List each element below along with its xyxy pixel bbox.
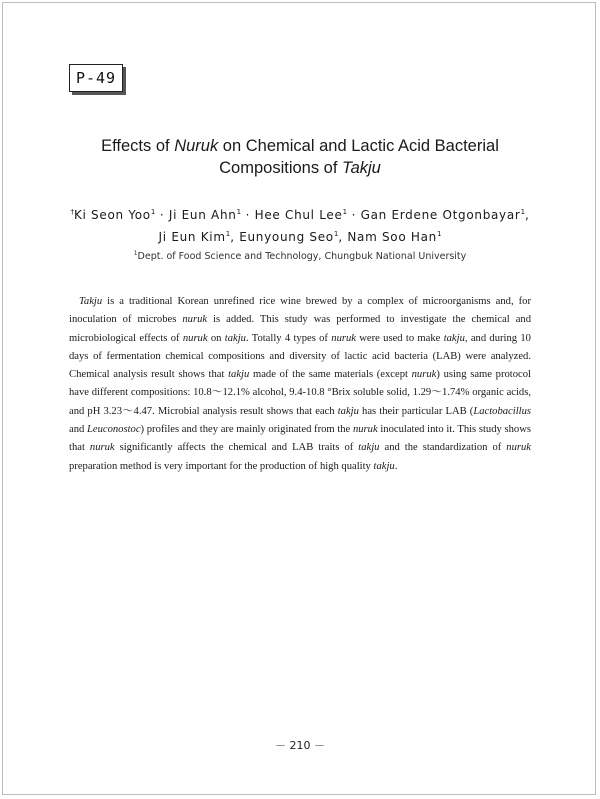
abstract-text: and the standardization of [379, 442, 507, 454]
author-separator: · [245, 208, 251, 222]
abstract-italic: Leuconostoc [86, 424, 141, 436]
author-line-1: †Ki Seon Yoo$^1$ · Ji Eun Ahn$^1$ · Hee Chul Lee$^1$ · Gan Erdene Otgonbayar$^1$, [70, 208, 530, 222]
abstract-italic: nuruk [411, 369, 437, 381]
abstract-italic: takju [358, 442, 380, 454]
affiliation [40, 247, 560, 263]
affil-mark: 1 [342, 208, 348, 216]
title-line1-after: on Chemical and Lactic Acid Bacterial [218, 137, 499, 155]
affil-mark: 1 [333, 230, 339, 238]
author-separator: · [351, 208, 357, 222]
title-line-2 [40, 157, 560, 179]
poster-id-badge [69, 64, 123, 92]
title-line2-italic: Takju [342, 159, 381, 177]
paper-title [40, 135, 560, 179]
author-name: Ki Seon Yoo [73, 208, 151, 222]
author-separator: · [159, 208, 165, 222]
abstract-text: is added. This study was performed to investigate the chemical and microbiological effects of [69, 314, 532, 344]
abstract-italic: takju [443, 332, 465, 344]
page-number: － 210 － [275, 739, 325, 752]
abstract-text: has their particular LAB ( [358, 405, 474, 417]
abstract-italic: nuruk [506, 442, 531, 454]
abstract-italic: nuruk [352, 424, 378, 436]
title-line-1 [40, 135, 560, 157]
title-line1-before: Effects of [101, 137, 175, 155]
author-name: Gan Erdene Otgonbayar [360, 208, 521, 222]
abstract-italic: takju [373, 460, 395, 472]
abstract-italic: takju [224, 332, 246, 344]
affil-mark: 1 [520, 208, 526, 216]
abstract-italic: Lactobacillus [473, 405, 532, 417]
affil-mark: 1 [436, 230, 442, 238]
abstract-text: significantly affects the chemical and LAB traits of [114, 442, 359, 454]
abstract-body [69, 293, 531, 476]
abstract-text: preparation method is very important for the production of high quality [69, 460, 374, 472]
corresponding-mark: † [70, 208, 74, 216]
affiliation-text: Dept. of Food Science and Technology, Chungbuk National University [137, 251, 467, 263]
author-name: Ji Eun Ahn [168, 208, 237, 222]
abstract-italic: nuruk [331, 332, 356, 344]
abstract-text: on [207, 332, 225, 344]
author-name: Eunyoung Seo [239, 230, 334, 244]
abstract-text: is a traditional Korean unrefined rice wine brewed by a complex of microorganisms and, for inoculation of microbes [69, 296, 531, 326]
title-line1-italic: Nuruk [174, 137, 219, 155]
poster-id: P-49 [75, 69, 117, 87]
author-name: Nam Soo Han [347, 230, 437, 244]
author-list [40, 203, 560, 247]
affil-mark: 1 [150, 208, 156, 216]
affiliation-mark: 1 [133, 250, 138, 257]
abstract-italic: nuruk [89, 442, 115, 454]
abstract-text: were used to make [355, 332, 444, 344]
abstract-italic: nuruk [182, 332, 208, 344]
abstract-text: inoculated into it. This study shows that [69, 424, 531, 454]
abstract-text: , and during 10 days of fermentation chemical compositions and diversity of lactic acid bacteria (LAB) were analyzed. Chemical analysis result shows that [69, 332, 531, 381]
abstract-text: ) profiles and they are mainly originated from the [140, 424, 353, 436]
author-name: Hee Chul Lee [254, 208, 343, 222]
abstract-italic: Takju [79, 296, 103, 307]
abstract-italic: takju [337, 405, 359, 417]
abstract-text: . [394, 460, 398, 472]
abstract-text: ) using same protocol have different compositions: 10.8～12.1% alcohol, 9.4-10.8 °Brix soluble solid, 1.29～1.74% organic acids, and pH 3.23～4.47. Microbial analysis result shows that each [69, 369, 531, 417]
abstract-text: and [69, 424, 87, 436]
abstract-text: . Totally 4 types of [245, 332, 332, 344]
author-line-2: Ji Eun Kim$^1$, Eunyoung Seo$^1$, Nam Soo Han$^1$ [158, 230, 442, 244]
abstract-italic: nuruk [182, 314, 208, 326]
title-line2-before: Compositions of [219, 159, 343, 177]
abstract-text: made of the same materials (except [249, 369, 412, 381]
abstract-italic: takju [228, 369, 250, 381]
author-name: Ji Eun Kim [158, 230, 226, 244]
affil-mark: 1 [225, 230, 231, 238]
affil-mark: 1 [236, 208, 242, 216]
